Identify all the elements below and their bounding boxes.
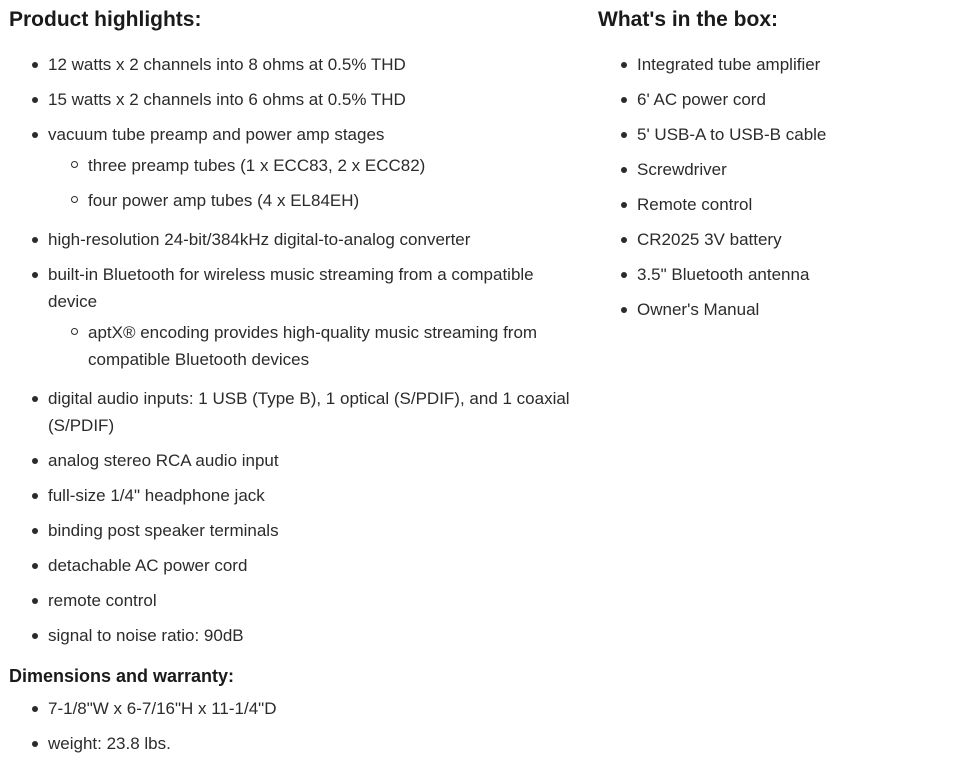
list-item-text: CR2025 3V battery bbox=[637, 230, 782, 249]
list-item bbox=[9, 51, 584, 78]
list-item-text: 7-1/8"W x 6-7/16"H x 11-1/4"D bbox=[48, 699, 277, 718]
sub-list-item-text: three preamp tubes (1 x ECC83, 2 x ECC82) bbox=[88, 156, 426, 175]
list-item bbox=[598, 121, 958, 148]
bullet-dot bbox=[32, 528, 38, 534]
list-item bbox=[9, 226, 584, 253]
bullet-dot bbox=[32, 237, 38, 243]
sub-list-item-text: aptX® encoding provides high-quality music streaming from compatible Bluetooth devices bbox=[88, 323, 538, 369]
bullet-dot bbox=[32, 633, 38, 639]
bullet-dot bbox=[32, 97, 38, 103]
in-box-list bbox=[598, 51, 958, 323]
bullet-dot bbox=[32, 396, 38, 402]
bullet-dot bbox=[621, 202, 627, 208]
sub-bullet-ring bbox=[71, 161, 78, 168]
list-item bbox=[9, 552, 584, 579]
bullet-dot bbox=[32, 563, 38, 569]
list-item-text: digital audio inputs: 1 USB (Type B), 1 optical (S/PDIF), and 1 coaxial (S/PDIF) bbox=[48, 389, 570, 435]
bullet-dot bbox=[621, 307, 627, 313]
bullet-dot bbox=[621, 167, 627, 173]
list-item-text: signal to noise ratio: 90dB bbox=[48, 626, 244, 645]
list-item-text: Integrated tube amplifier bbox=[637, 55, 821, 74]
list-item bbox=[9, 695, 584, 722]
sub-list-item bbox=[48, 152, 584, 179]
list-item-text: remote control bbox=[48, 591, 157, 610]
list-item-text: Remote control bbox=[637, 195, 753, 214]
bullet-dot bbox=[32, 741, 38, 747]
list-item-text: 15 watts x 2 channels into 6 ohms at 0.5% THD bbox=[48, 90, 406, 109]
sub-list-item bbox=[48, 187, 584, 214]
list-item bbox=[9, 622, 584, 649]
bullet-dot bbox=[621, 132, 627, 138]
list-item bbox=[9, 86, 584, 113]
list-item-text: 5' USB-A to USB-B cable bbox=[637, 125, 827, 144]
list-item bbox=[598, 296, 958, 323]
list-item bbox=[598, 226, 958, 253]
list-item bbox=[9, 261, 584, 373]
list-item-text: Owner's Manual bbox=[637, 300, 760, 319]
list-item-text: detachable AC power cord bbox=[48, 556, 248, 575]
bullet-dot bbox=[32, 62, 38, 68]
bullet-dot bbox=[621, 237, 627, 243]
sub-list-item-text: four power amp tubes (4 x EL84EH) bbox=[88, 191, 360, 210]
bullet-dot bbox=[621, 97, 627, 103]
dimensions-list bbox=[9, 695, 584, 757]
list-item-text: built-in Bluetooth for wireless music streaming from a compatible device bbox=[48, 265, 534, 311]
sub-list bbox=[48, 152, 584, 214]
list-item-text: 6' AC power cord bbox=[637, 90, 766, 109]
highlights-list bbox=[9, 51, 584, 649]
highlights-heading: Product highlights: bbox=[9, 8, 202, 31]
list-item-text: Screwdriver bbox=[637, 160, 727, 179]
sub-bullet-ring bbox=[71, 196, 78, 203]
list-item bbox=[9, 482, 584, 509]
dimensions-heading: Dimensions and warranty: bbox=[9, 666, 235, 686]
sub-list bbox=[48, 319, 564, 373]
bullet-dot bbox=[621, 272, 627, 278]
whats-in-the-box-column bbox=[598, 0, 958, 323]
list-item-text: full-size 1/4" headphone jack bbox=[48, 486, 265, 505]
list-item bbox=[598, 261, 958, 288]
list-item-text: 3.5" Bluetooth antenna bbox=[637, 265, 810, 284]
list-item bbox=[598, 156, 958, 183]
list-item bbox=[9, 517, 584, 544]
list-item bbox=[9, 730, 584, 757]
list-item-text: 12 watts x 2 channels into 8 ohms at 0.5% THD bbox=[48, 55, 406, 74]
bullet-dot bbox=[32, 132, 38, 138]
list-item bbox=[9, 385, 584, 439]
list-item bbox=[598, 86, 958, 113]
bullet-dot bbox=[32, 598, 38, 604]
bullet-dot bbox=[32, 706, 38, 712]
product-highlights-column bbox=[9, 0, 584, 757]
list-item bbox=[598, 51, 958, 78]
list-item-text: vacuum tube preamp and power amp stages bbox=[48, 125, 385, 144]
bullet-dot bbox=[32, 272, 38, 278]
list-item-text: high-resolution 24-bit/384kHz digital-to-analog converter bbox=[48, 230, 471, 249]
bullet-dot bbox=[621, 62, 627, 68]
list-item-text: binding post speaker terminals bbox=[48, 521, 279, 540]
in-box-heading: What's in the box: bbox=[598, 8, 778, 31]
list-item bbox=[9, 447, 584, 474]
sub-bullet-ring bbox=[71, 328, 78, 335]
bullet-dot bbox=[32, 458, 38, 464]
list-item bbox=[9, 587, 584, 614]
sub-list-item bbox=[48, 319, 564, 373]
list-item-text: weight: 23.8 lbs. bbox=[48, 734, 171, 753]
list-item bbox=[598, 191, 958, 218]
bullet-dot bbox=[32, 493, 38, 499]
list-item-text: analog stereo RCA audio input bbox=[48, 451, 279, 470]
list-item bbox=[9, 121, 584, 214]
